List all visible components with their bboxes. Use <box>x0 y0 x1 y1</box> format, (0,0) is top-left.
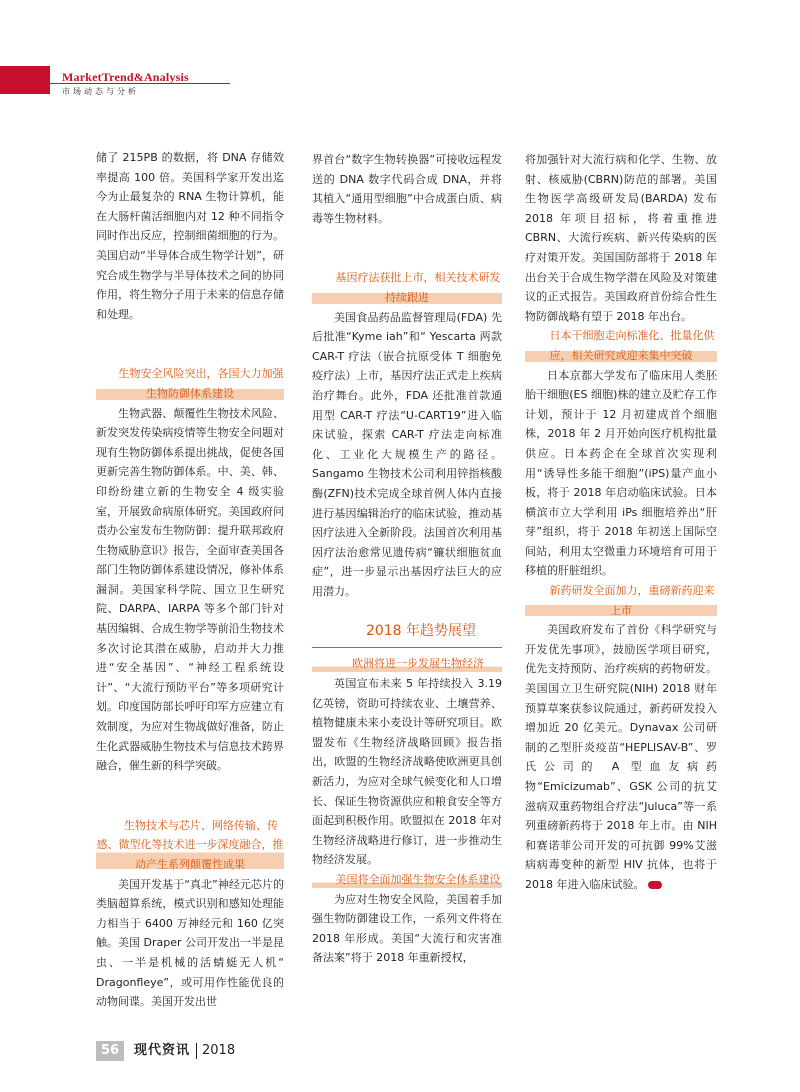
footer-divider <box>196 1043 197 1059</box>
section-divider <box>312 647 502 648</box>
column-3 <box>525 150 717 895</box>
subheading: 新药研发全面加力，重磅新药迎来上市 <box>525 581 717 620</box>
footer-year: 2018 <box>202 1043 236 1058</box>
subheading: 美国将全面加强生物安全体系建设 <box>312 870 502 890</box>
page-number: 56 <box>96 1041 124 1061</box>
subheading: 欧洲将进一步发展生物经济 <box>312 654 502 674</box>
subheading: 日本干细胞走向标准化、批量化供应，相关研究或迎来集中突破 <box>525 326 717 365</box>
column-2 <box>312 150 502 968</box>
section-title: 2018 年趋势展望 <box>365 623 477 640</box>
paragraph: 英国宣布未来 5 年持续投入 3.19 亿英镑，资助可持续农业、土壤营养、植物健康未来小麦设计等研究项目。欧盟发布《生物经济战略回顾》报告指出，欧盟的生物经济战略使欧洲更具创新活力，为应对全球气候变化和人口增长、保证生物资源供应和粮食安全等方面起到积极作用。欧盟拟在 2018 年对生物经济战略进行修订，进一步推动生物经济发展。 <box>312 677 502 867</box>
paragraph: 生物武器、颠覆性生物技术风险、新发突发传染病疫情等生物安全问题对现有生物防御体系提出挑战，促使各国更新完善生物防御体系。中、美、韩、印纷纷建立新的生物安全 4 级实验室，开展致命病原体研究。美国政府问责办公室发布生物防御：提升联邦政府生物威胁意识》报告，全面审查美国各部门生物防御体系建设情况，修补体系漏洞。美国家科学院、国立卫生研究院、DARPA、IARPA 等多个部门针对基因编辑、合成生物学等前沿生物技术多次讨论其潜在威胁，启动并大力推进“安全基因”、“神经工程系统设计”、“大流行预防平台”等多项研究计划。印度国防部长呼吁印军方应建立有效制度，为应对生物战做好准备，防止生化武器威胁生物技术与信息技术跨界融合，催生新的科学突破。 <box>96 406 284 773</box>
column-1 <box>96 148 284 1012</box>
subheading: 基因疗法获批上市，相关技术研发持续跟进 <box>312 268 502 307</box>
paragraph: 将加强针对大流行病和化学、生物、放射、核威胁(CBRN)防范的部署。美国生物医学高级研发局(BARDA) 发布 2018 年项目招标，将着重推进 CBRN、大流行疾病、新兴传染病的医疗对策开发。美国国防部将于 2018 年出台关于合成生物学潜在风险及对策建议的正式报告。美国政府首份综合性生物防御战略有望于 2018 年出台。 <box>525 153 717 323</box>
header-title-cn: 市场动态与分析 <box>62 87 139 96</box>
paragraph: 日本京都大学发布了临床用人类胚胎干细胞(ES 细胞)株的建立及贮存工作计划，预计于 12 月初建成首个细胞株，2018 年 2 月开始向医疗机构批量供应。日本药企在全球首次实现利用“诱导性多能干细胞”(iPS)量产血小板，将于 2018 年启动临床试验。日本横滨市立大学利用 iPs 细胞培养出“肝芽”组织，将于 2018 年初送上国际空间站，利用太空微重力环境培育可用于移植的肝脏组织。 <box>525 368 717 578</box>
subheading: 生物安全风险突出，各国大力加强生物防御体系建设 <box>96 364 284 403</box>
paragraph-text: 美国政府发布了首份《科学研究与开发优先事项》，鼓励医学项目研究，优先支持预防、治疗疾病的药物研发。美国国立卫生研究院(NIH) 2018 财年预算草案获参议院通过，新药研发投入增加近 20 亿美元。Dynavax 公司研制的乙型肝炎疫苗“HEPLISAV-B”、罗氏公司的 A 型血友病药物“Emicizumab”、GSK 公司的抗艾滋病双重药物组合疗法“Juluca”等一系列重磅新药将于 2018 年上市。由 NIH 和赛诺菲公司开发的可抗御 99%艾滋病病毒变种的新型 HIV 抗体，也将于 2018 年进入临床试验。 <box>525 623 717 891</box>
end-mark-icon <box>648 881 662 889</box>
magazine-logo: 现代资讯 <box>134 1043 191 1058</box>
paragraph <box>525 620 717 894</box>
header-red-bar <box>0 66 50 94</box>
subheading: 生物技术与芯片、网络传输、传感、微型化等技术进一步深度融合，推动产生系列颠覆性成果 <box>96 816 284 875</box>
header-title-en: MarketTrend&Analysis <box>62 70 189 84</box>
paragraph: 美国开发基于“真北”神经元芯片的类脑超算系统，模式识别和感知处理能力相当于 6400 万神经元和 160 亿突触。美国 Draper 公司开发出一半是昆虫、一半是机械的活蜻蜓无人机“ Dragonfleye”，或可用作性能优良的动物间谍。美国开发出世 <box>96 877 284 1009</box>
paragraph: 界首台“数字生物转换器”可接收远程发送的 DNA 数字代码合成 DNA，并将其植入“通用型细胞”中合成蛋白质、病毒等生物材料。 <box>312 153 502 225</box>
paragraph: 储了 215PB 的数据，将 DNA 存储效率提高 100 倍。美国科学家开发出迄今为止最复杂的 RNA 生物计算机，能在大肠杆菌活细胞内对 12 种不同指令同时作出反应，控制细菌细胞的行为。美国启动“半导体合成生物学计划”，研究合成生物学与半导体技术之间的协同作用，将生物分子用于未来的信息存储和处理。 <box>96 151 284 321</box>
page-footer <box>96 1041 356 1065</box>
paragraph: 为应对生物安全风险，美国着手加强生物防御建设工作，一系列文件将在 2018 年形成。美国“大流行和灾害准备法案”将于 2018 年重新授权， <box>312 892 502 965</box>
paragraph: 美国食品药品监督管理局(FDA) 先后批准“Kyme iah”和“ Yescarta 两款 CAR-T 疗法（嵌合抗原受体 T 细胞免疫疗法）上市，基因疗法正式走上疾病治疗舞台。此外，FDA 还批准首款通用型 CAR-T 疗法“U-CART19”进入临床试验，探索 CAR-T 疗法走向标准化、工业化大规模生产的路径。Sangamo 生物技术公司利用锌指核酸酶(ZFN)技术完成全球首例人体内直接进行基因编辑治疗的临床试验，推动基因疗法进入全新阶段。法国首次利用基因疗法治愈常见遗传病“镰状细胞贫血症”，进一步显示出基因疗法巨大的应用潜力。 <box>312 310 502 598</box>
